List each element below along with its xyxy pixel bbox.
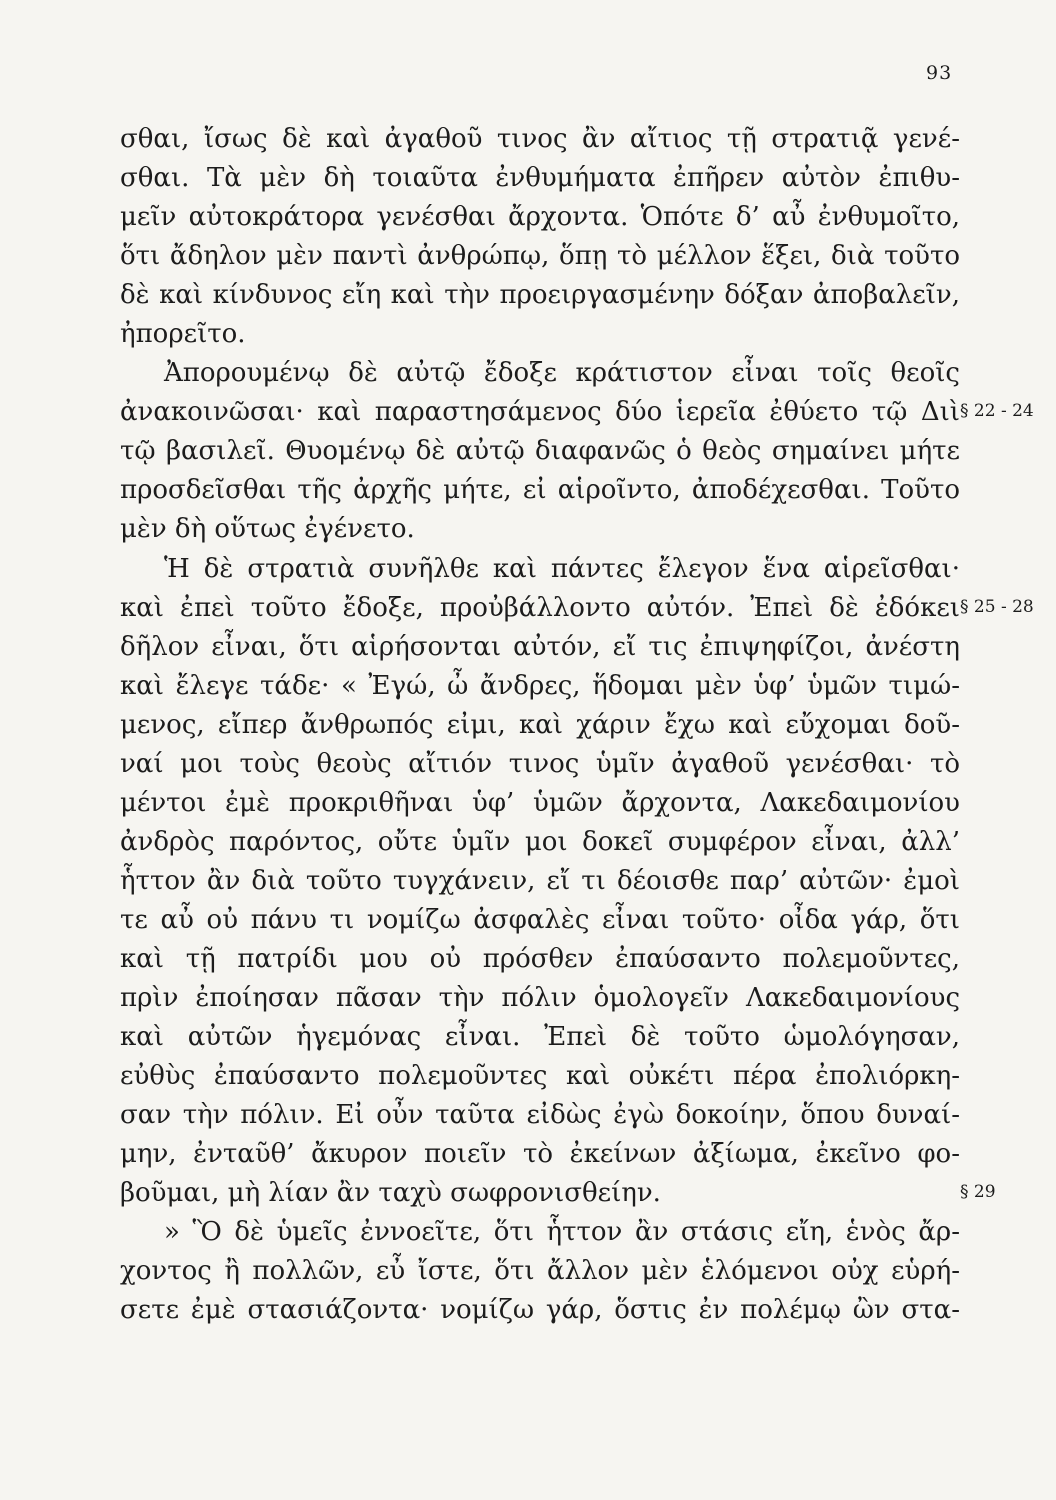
text-line: καὶ τῇ πατρίδι μου οὐ πρόσθεν ἐπαύσαντο πολεμοῦντες, [120, 943, 960, 974]
text-line: σθαι. Τὰ μὲν δὴ τοιαῦτα ἐνθυμήματα ἐπῆρεν αὐτὸν ἐπιθυ- [120, 163, 960, 194]
text-line: πρὶν ἐποίησαν πᾶσαν τὴν πόλιν ὁμολογεῖν Λακεδαιμονίους [120, 983, 960, 1014]
text-line: δὲ καὶ κίνδυνος εἴη καὶ τὴν προειργασμένην δόξαν ἀποβαλεῖν, [120, 280, 960, 311]
text-line: μενος, εἴπερ ἄνθρωπός εἰμι, καὶ χάριν ἔχω καὶ εὔχομαι δοῦ- [120, 709, 960, 740]
text-line: ἧττον ἂν διὰ τοῦτο τυγχάνειν, εἴ τι δέοισθε παρ’ αὐτῶν· ἐμοὶ [120, 865, 960, 896]
text-line: εὐθὺς ἐπαύσαντο πολεμοῦντες καὶ οὐκέτι πέρα ἐπολιόρκη- [120, 1061, 960, 1092]
text-line: Ἡ δὲ στρατιὰ συνῆλθε καὶ πάντες ἔλεγον ἕνα αἱρεῖσθαι· [164, 553, 960, 584]
text-line: καὶ ἔλεγε τάδε· « Ἐγώ, ὦ ἄνδρες, ἥδομαι μὲν ὑφ’ ὑμῶν τιμώ- [120, 670, 960, 701]
text-line: Ἀπορουμένῳ δὲ αὐτῷ ἔδοξε κράτιστον εἶναι τοῖς θεοῖς [164, 358, 960, 389]
text-line: ὅτι ἄδηλον μὲν παντὶ ἀνθρώπῳ, ὅπῃ τὸ μέλλον ἕξει, διὰ τοῦτο [120, 241, 960, 272]
text-line: σετε ἐμὲ στασιάζοντα· νομίζω γάρ, ὅστις ἐν πολέμῳ ὢν στα- [120, 1295, 960, 1326]
text-line: ἠπορεῖτο. [120, 319, 246, 350]
body-text [120, 120, 960, 1330]
text-line: καὶ ἐπεὶ τοῦτο ἔδοξε, προὐβάλλοντο αὐτόν. Ἐπεὶ δὲ ἐδόκει [120, 592, 960, 623]
text-line: ἀνδρὸς παρόντος, οὔτε ὑμῖν μοι δοκεῖ συμφέρον εἶναι, ἀλλ’ [120, 826, 960, 857]
text-line: καὶ αὐτῶν ἡγεμόνας εἶναι. Ἐπεὶ δὲ τοῦτο ὡμολόγησαν, [120, 1022, 960, 1053]
text-line: βοῦμαι, μὴ λίαν ἂν ταχὺ σωφρονισθείην. [120, 1178, 661, 1209]
text-line: » Ὃ δὲ ὑμεῖς ἐννοεῖτε, ὅτι ἧττον ἂν στάσις εἴη, ἑνὸς ἄρ- [164, 1217, 960, 1248]
text-line: σαν τὴν πόλιν. Εἰ οὖν ταῦτα εἰδὼς ἐγὼ δοκοίην, ὅπου δυναί- [120, 1100, 960, 1131]
text-line: δῆλον εἶναι, ὅτι αἱρήσονται αὐτόν, εἴ τις ἐπιψηφίζοι, ἀνέστη [120, 631, 960, 662]
text-line: τε αὖ οὐ πάνυ τι νομίζω ἀσφαλὲς εἶναι τοῦτο· οἶδα γάρ, ὅτι [120, 904, 960, 935]
text-line: τῷ βασιλεῖ. Θυομένῳ δὲ αὐτῷ διαφανῶς ὁ θεὸς σημαίνει μήτε [120, 436, 960, 467]
margin-section-reference: § 25 - 28 [960, 596, 1034, 617]
text-line: μὲν δὴ οὕτως ἐγένετο. [120, 514, 415, 545]
text-line: ναί μοι τοὺς θεοὺς αἴτιόν τινος ὑμῖν ἀγαθοῦ γενέσθαι· τὸ [120, 748, 960, 779]
page-number: 93 [926, 62, 953, 84]
text-line: μην, ἐνταῦθ’ ἄκυρον ποιεῖν τὸ ἐκείνων ἀξίωμα, ἐκεῖνο φο- [120, 1139, 960, 1170]
text-line: χοντος ἢ πολλῶν, εὖ ἴστε, ὅτι ἄλλον μὲν ἑλόμενοι οὐχ εὑρή- [120, 1256, 960, 1287]
text-line: μέντοι ἐμὲ προκριθῆναι ὑφ’ ὑμῶν ἄρχοντα, Λακεδαιμονίου [120, 787, 960, 818]
text-line: προσδεῖσθαι τῆς ἀρχῆς μήτε, εἰ αἱροῖντο, ἀποδέχεσθαι. Τοῦτο [120, 475, 960, 506]
margin-section-reference: § 29 [960, 1182, 996, 1203]
text-line: σθαι, ἴσως δὲ καὶ ἀγαθοῦ τινος ἂν αἴτιος τῇ στρατιᾷ γενέ- [120, 124, 960, 154]
text-line: ἀνακοινῶσαι· καὶ παραστησάμενος δύο ἱερεῖα ἐθύετο τῷ Διὶ [120, 397, 960, 428]
margin-section-reference: § 22 - 24 [960, 401, 1034, 422]
text-line: μεῖν αὐτοκράτορα γενέσθαι ἄρχοντα. Ὁπότε δ’ αὖ ἐνθυμοῖτο, [120, 202, 960, 233]
